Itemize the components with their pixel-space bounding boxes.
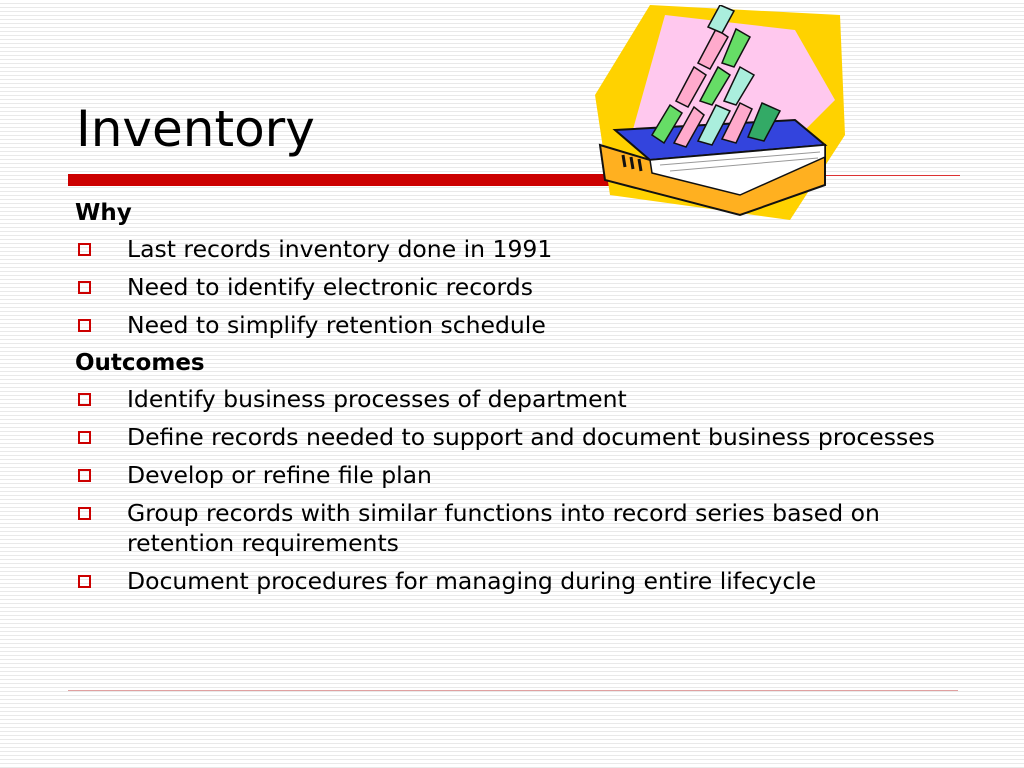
hollow-square-bullet-icon — [78, 431, 91, 444]
bullet-text: Need to identify electronic records — [127, 273, 533, 301]
house-of-cards-on-book-icon — [590, 5, 850, 220]
hollow-square-bullet-icon — [78, 507, 91, 520]
bullet-text: Identify business processes of department — [127, 385, 627, 413]
bullet-text: Document procedures for managing during entire lifecycle — [127, 567, 817, 595]
slide-title: Inventory — [76, 100, 315, 158]
list-item — [75, 460, 935, 490]
list-item — [75, 498, 935, 558]
bullet-text: Develop or refine file plan — [127, 461, 432, 489]
list-item — [75, 422, 935, 452]
list-item — [75, 310, 935, 340]
hollow-square-bullet-icon — [78, 575, 91, 588]
hollow-square-bullet-icon — [78, 319, 91, 332]
title-underline-bar — [68, 174, 628, 186]
bullet-text: Group records with similar functions into record series based on retention requirements — [127, 499, 880, 557]
section-heading-why: Why — [75, 200, 132, 226]
list-item — [75, 384, 935, 414]
bullet-text: Need to simplify retention schedule — [127, 311, 546, 339]
slide-body — [75, 198, 935, 604]
hollow-square-bullet-icon — [78, 281, 91, 294]
bullet-text: Last records inventory done in 1991 — [127, 235, 553, 263]
list-item — [75, 234, 935, 264]
list-item — [75, 566, 935, 596]
section-heading-outcomes: Outcomes — [75, 350, 205, 376]
footer-divider — [68, 690, 958, 691]
hollow-square-bullet-icon — [78, 243, 91, 256]
bullet-text: Define records needed to support and document business processes — [127, 423, 935, 451]
list-item — [75, 272, 935, 302]
hollow-square-bullet-icon — [78, 469, 91, 482]
hollow-square-bullet-icon — [78, 393, 91, 406]
